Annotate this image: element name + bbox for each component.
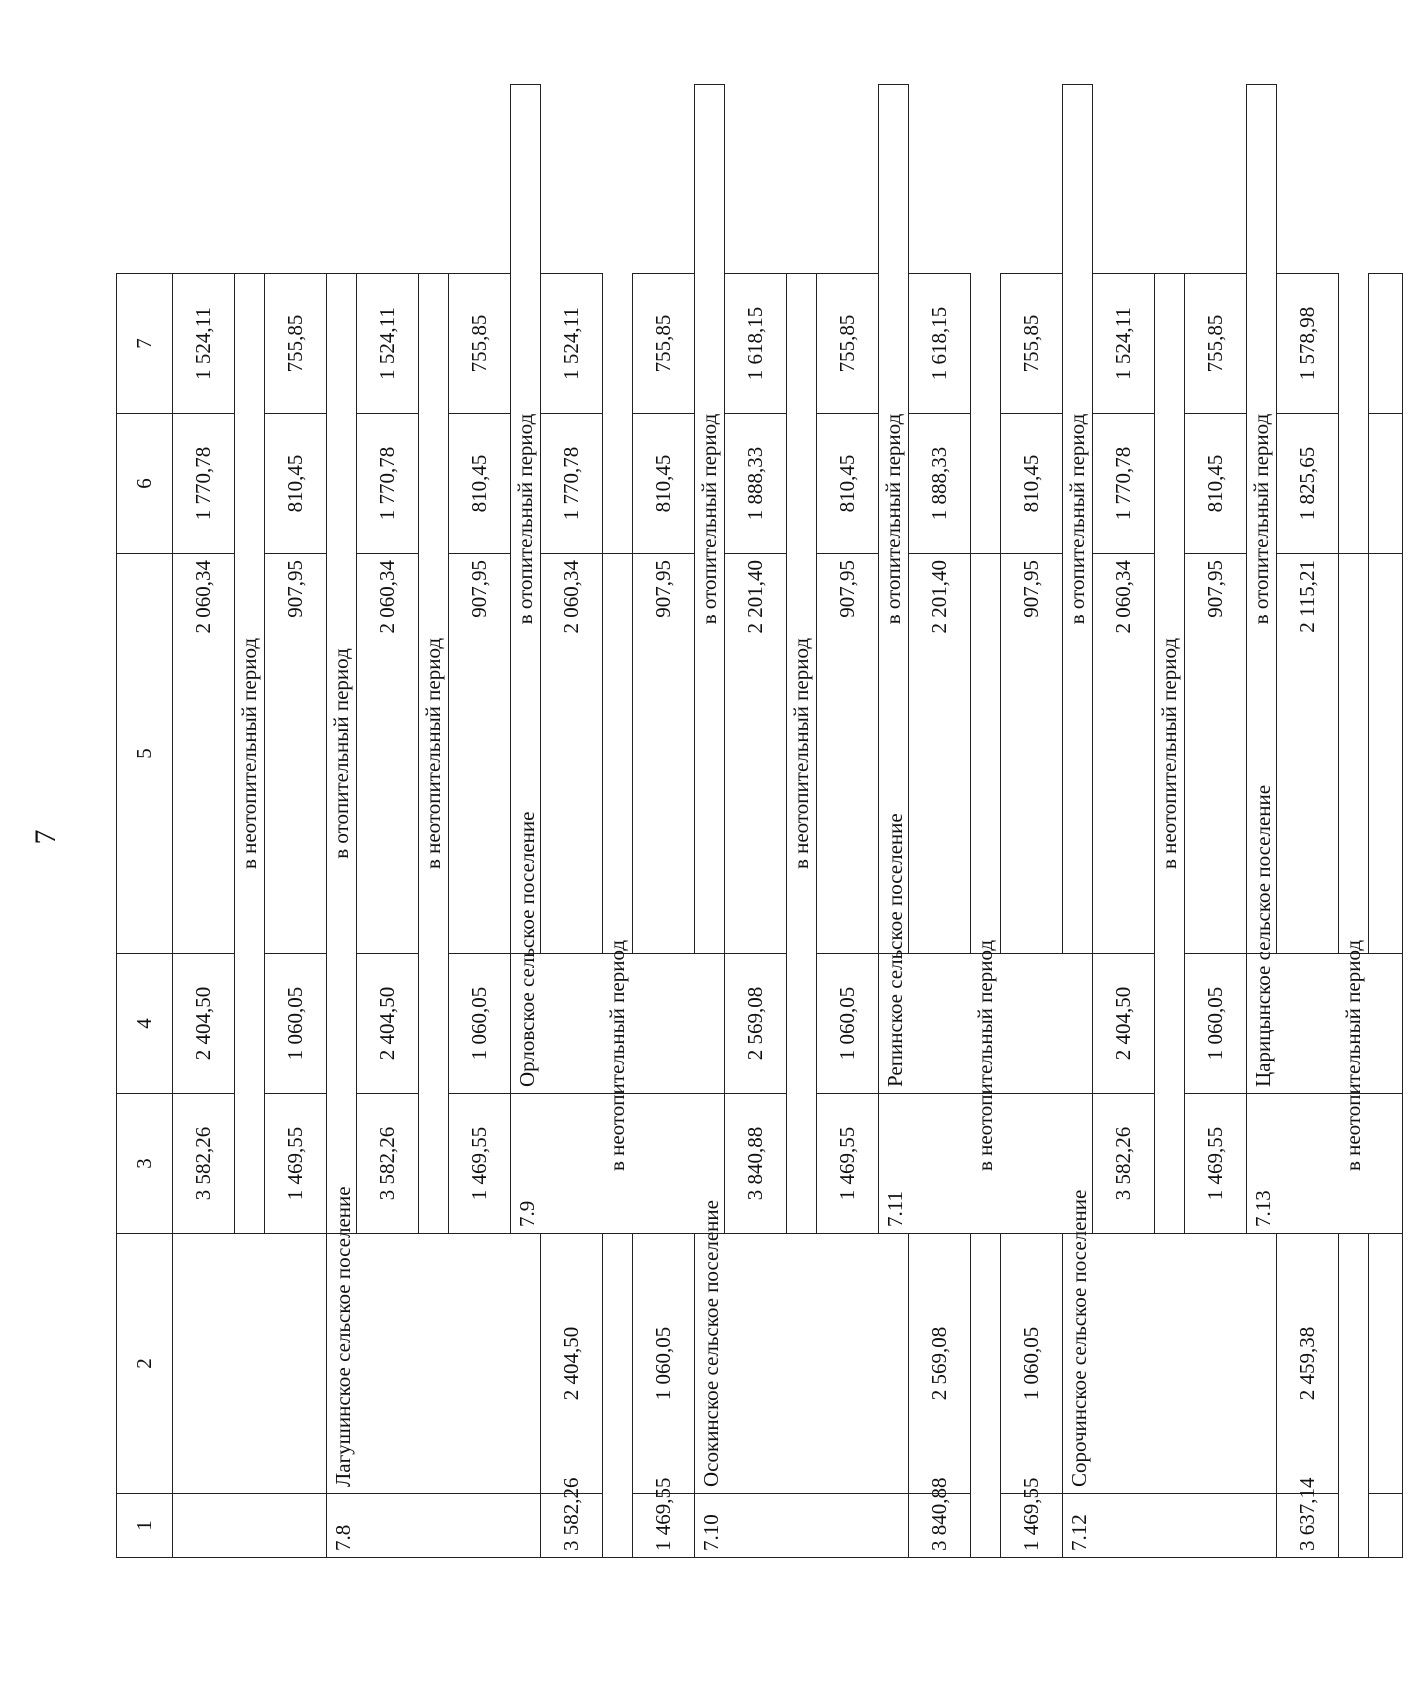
value-cell: 2 060,34 (357, 554, 419, 954)
value-cell: 1 469,55 (265, 1094, 327, 1234)
value-cell: 1 770,78 (1093, 414, 1155, 554)
value-cell: 1 888,33 (725, 414, 787, 554)
value-cell: 2 060,34 (541, 554, 603, 954)
header-cell: 6 (117, 414, 173, 554)
period-label: в неотопительный период (603, 554, 633, 1558)
period-row (603, 85, 633, 1558)
value-cell: 1 469,55 (633, 1494, 695, 1558)
value-cell: 810,45 (817, 414, 879, 554)
value-cell: 1 060,05 (817, 954, 879, 1094)
value-cell: 755,85 (817, 274, 879, 414)
table-row (1001, 85, 1063, 1558)
period-label: в неотопительный период (419, 274, 449, 1234)
code-cell: 7.12 (1063, 1494, 1277, 1558)
value-cell: 1 060,05 (633, 1234, 695, 1494)
value-cell: 1 060,05 (1001, 1234, 1063, 1494)
value-cell: 2 060,34 (1093, 554, 1155, 954)
value-cell: 1 770,78 (357, 414, 419, 554)
value-cell: 907,95 (265, 554, 327, 954)
period-label: в отопительный период (695, 85, 725, 954)
value-cell: 2 115,21 (1277, 554, 1339, 954)
table-row (1277, 85, 1339, 1558)
value-cell: 3 582,26 (173, 1094, 235, 1234)
value-cell: 755,85 (633, 274, 695, 414)
empty-cell (1369, 554, 1403, 954)
code-cell: 7.9 (511, 1094, 725, 1234)
period-label: в отопительный период (1063, 85, 1093, 954)
value-cell: 2 404,50 (357, 954, 419, 1094)
value-cell: 3 582,26 (1093, 1094, 1155, 1234)
value-cell: 2 404,50 (541, 1234, 603, 1494)
value-cell: 2 569,08 (909, 1234, 971, 1494)
settlement-name: Репинское сельское поселение (879, 954, 1093, 1094)
value-cell: 1 060,05 (1185, 954, 1247, 1094)
value-cell: 1 618,15 (909, 274, 971, 414)
value-cell: 907,95 (1185, 554, 1247, 954)
tariff-table (116, 84, 1403, 1558)
code-cell: 7.13 (1247, 1094, 1403, 1234)
value-cell: 755,85 (265, 274, 327, 414)
value-cell: 755,85 (1185, 274, 1247, 414)
value-cell: 1 524,11 (357, 274, 419, 414)
value-cell: 810,45 (449, 414, 511, 554)
value-cell: 907,95 (633, 554, 695, 954)
value-cell: 810,45 (1185, 414, 1247, 554)
value-cell: 1 770,78 (541, 414, 603, 554)
value-cell: 1 060,05 (265, 954, 327, 1094)
table-row (1369, 85, 1403, 1558)
value-cell: 2 404,50 (173, 954, 235, 1094)
value-cell: 3 637,14 (1277, 1494, 1339, 1558)
value-cell: 1 578,98 (1277, 274, 1339, 414)
value-cell: 1 524,11 (541, 274, 603, 414)
page-number: 7 (29, 829, 62, 845)
header-cell: 2 (117, 1234, 173, 1494)
empty-cell (1369, 1234, 1403, 1494)
period-label: в неотопительный период (235, 274, 265, 1234)
period-label: в неотопительный период (971, 554, 1001, 1558)
code-cell: 7.8 (327, 1494, 541, 1558)
code-cell: 7.11 (879, 1094, 1093, 1234)
period-label: в неотопительный период (1339, 554, 1369, 1558)
empty-cell (1369, 1494, 1403, 1558)
value-cell: 810,45 (1001, 414, 1063, 554)
period-label: в отопительный период (1247, 85, 1277, 954)
value-cell: 3 582,26 (541, 1494, 603, 1558)
value-cell: 1 469,55 (449, 1094, 511, 1234)
value-cell: 907,95 (1001, 554, 1063, 954)
settlement-name: Сорочинское сельское поселение (1063, 1234, 1277, 1494)
value-cell: 907,95 (449, 554, 511, 954)
table-row (327, 85, 357, 1558)
value-cell: 810,45 (265, 414, 327, 554)
period-row (971, 85, 1001, 1558)
value-cell: 3 840,88 (725, 1094, 787, 1234)
header-cell: 7 (117, 274, 173, 414)
empty-cell (1369, 414, 1403, 554)
value-cell: 2 201,40 (909, 554, 971, 954)
rotated-table-wrapper (116, 84, 1365, 1558)
header-cell: 4 (117, 954, 173, 1094)
value-cell: 1 770,78 (173, 414, 235, 554)
value-cell: 2 459,38 (1277, 1234, 1339, 1494)
settlement-name: Царицынское сельское поселение (1247, 954, 1403, 1094)
table-row (695, 85, 725, 1558)
value-cell: 1 524,11 (1093, 274, 1155, 414)
period-label: в неотопительный период (787, 274, 817, 1234)
value-cell: 2 060,34 (173, 554, 235, 954)
period-label: в отопительный период (511, 85, 541, 954)
table-row (909, 85, 971, 1558)
value-cell: 3 582,26 (357, 1094, 419, 1234)
value-cell: 810,45 (633, 414, 695, 554)
header-row (117, 85, 173, 1558)
value-cell: 1 618,15 (725, 274, 787, 414)
value-cell: 755,85 (1001, 274, 1063, 414)
value-cell: 2 569,08 (725, 954, 787, 1094)
period-label: в неотопительный период (1155, 274, 1185, 1234)
code-cell: 7.10 (695, 1494, 909, 1558)
settlement-name: Лагушинское сельское поселение (327, 1234, 541, 1494)
empty-cell (1369, 274, 1403, 414)
value-cell: 1 825,65 (1277, 414, 1339, 554)
header-cell: 3 (117, 1094, 173, 1234)
value-cell: 1 888,33 (909, 414, 971, 554)
value-cell: 1 524,11 (173, 274, 235, 414)
period-label: в отопительный период (879, 85, 909, 954)
settlement-name: Осокинское сельское поселение (695, 1234, 909, 1494)
value-cell: 907,95 (817, 554, 879, 954)
header-cell: 1 (117, 1494, 173, 1558)
table-row (541, 85, 603, 1558)
value-cell: 755,85 (449, 274, 511, 414)
value-cell: 1 060,05 (449, 954, 511, 1094)
value-cell: 1 469,55 (1185, 1094, 1247, 1234)
code-cell (173, 1494, 327, 1558)
settlement-name: Орловское сельское поселение (511, 954, 725, 1094)
header-cell: 5 (117, 554, 173, 954)
table-row (1063, 85, 1093, 1558)
value-cell: 1 469,55 (817, 1094, 879, 1234)
value-cell: 2 404,50 (1093, 954, 1155, 1094)
value-cell: 2 201,40 (725, 554, 787, 954)
period-row (1339, 85, 1369, 1558)
value-cell: 1 469,55 (1001, 1494, 1063, 1558)
table-row (173, 85, 235, 1558)
period-label: в отопительный период (327, 274, 357, 1234)
name-cell (173, 1234, 327, 1494)
value-cell: 3 840,88 (909, 1494, 971, 1558)
table-row (633, 85, 695, 1558)
